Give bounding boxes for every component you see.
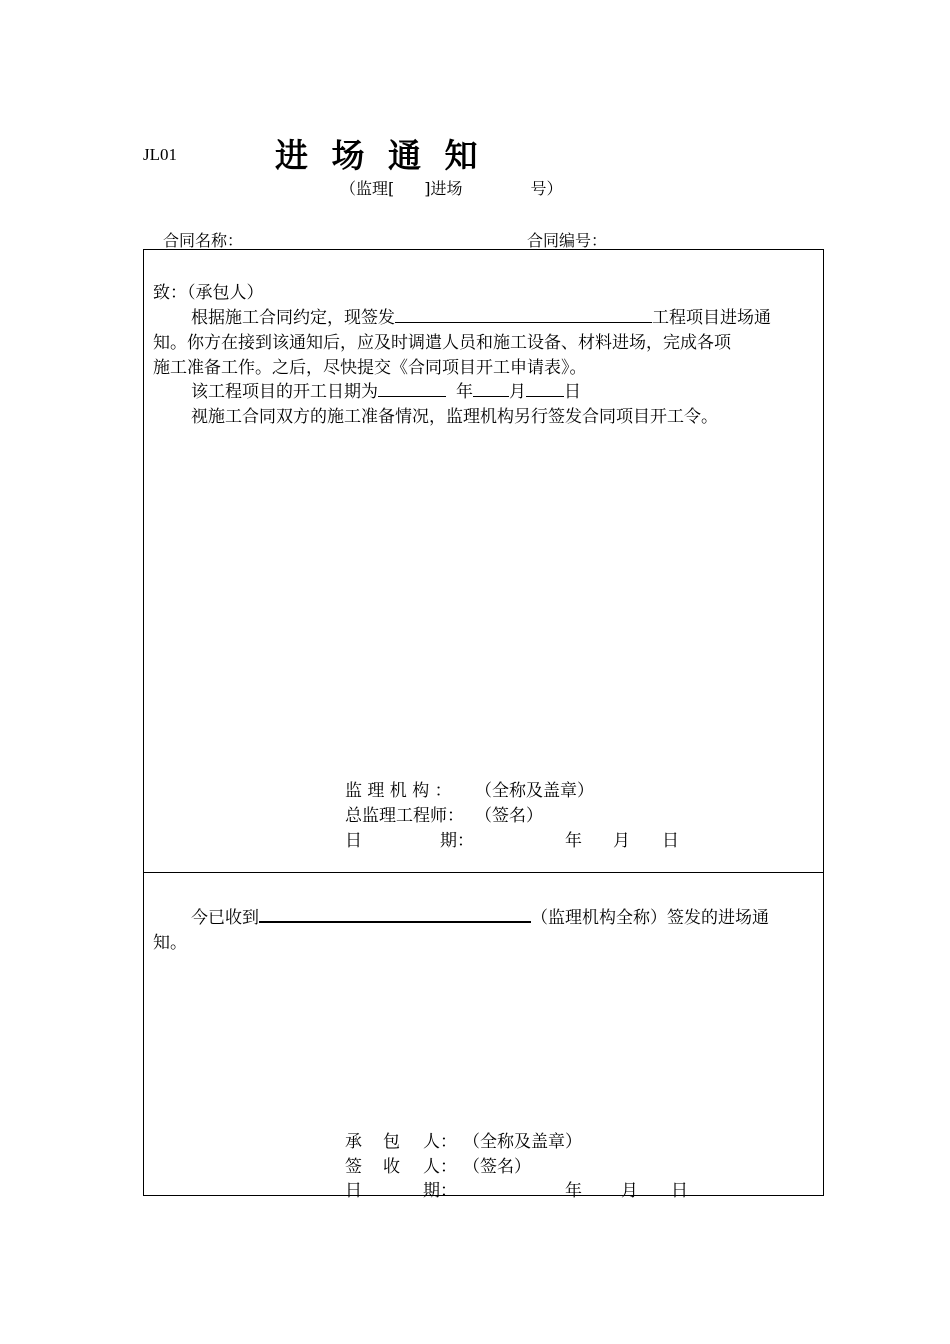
supervisor-name-blank [259,904,531,923]
page-title: 进 场 通 知 [275,136,484,175]
supervisor-org-label: 监 理 机 构 ： [345,781,452,801]
notice-paragraph-1-line-2: 知。你方在接到该通知后，应及时调遣人员和施工设备、材料进场，完成各项 [153,333,731,353]
start-month-label: 月 [509,382,526,402]
notice-paragraph-3: 视施工合同双方的施工准备情况，监理机构另行签发合同项目开工令。 [191,407,718,427]
notice-number-mid: ]进场 [424,179,463,198]
start-day-blank [526,379,564,397]
receiver-label-2: 收 [383,1157,400,1177]
start-month-blank [473,379,509,397]
notice-paragraph-1-line-3: 施工准备工作。之后，尽快提交《合同项目开工申请表》。 [153,358,587,378]
receipt-end: （监理机构全称）签发的进场通 [531,908,769,928]
start-date-line [191,377,581,402]
receipt-line-1 [191,903,769,928]
supervisor-date-label-2: 期： [440,831,474,851]
contract-name-label: 合同名称： [163,231,244,250]
receiver-date-month: 月 [621,1181,638,1201]
receiver-value: （签名） [463,1157,531,1177]
notice-number-suffix: 号） [530,179,563,198]
start-year-blank [378,379,446,397]
project-name-blank [395,305,652,323]
receipt-start: 今已收到 [191,908,259,928]
notice-number [340,176,563,199]
supervisor-date-label-1: 日 [345,831,362,851]
receiver-label-1: 签 [345,1157,362,1177]
contractor-value: （全称及盖章） [463,1132,582,1152]
start-day-label: 日 [564,382,581,402]
form-code: JL01 [143,145,177,164]
receiver-date-year: 年 [565,1181,582,1201]
supervisor-date-day: 日 [662,831,679,851]
receipt-line-2: 知。 [153,933,187,953]
chief-engineer-label: 总监理工程师： [345,806,464,826]
start-date-label: 该工程项目的开工日期为 [191,382,378,402]
receiver-date-label-1: 日 [345,1181,362,1201]
contract-number-label: 合同编号： [527,231,608,250]
notice-p1-start: 根据施工合同约定，现签发 [191,308,395,328]
recipient-line: 致：（承包人） [153,283,264,303]
contractor-label-3: 人： [423,1132,457,1152]
notice-p1-end: 工程项目进场通 [652,308,771,328]
notice-paragraph-1 [191,303,771,328]
notice-number-prefix: （监理[ [340,179,395,198]
supervisor-org-value: （全称及盖章） [475,781,594,801]
supervisor-date-year: 年 [565,831,582,851]
supervisor-date-month: 月 [613,831,630,851]
contractor-label-1: 承 [345,1132,362,1152]
receiver-label-3: 人： [423,1157,457,1177]
contractor-label-2: 包 [383,1132,400,1152]
receiver-date-label-2: 期： [423,1181,457,1201]
start-year-label: 年 [456,382,473,402]
receiver-date-day: 日 [671,1181,688,1201]
chief-engineer-value: （签名） [475,806,543,826]
